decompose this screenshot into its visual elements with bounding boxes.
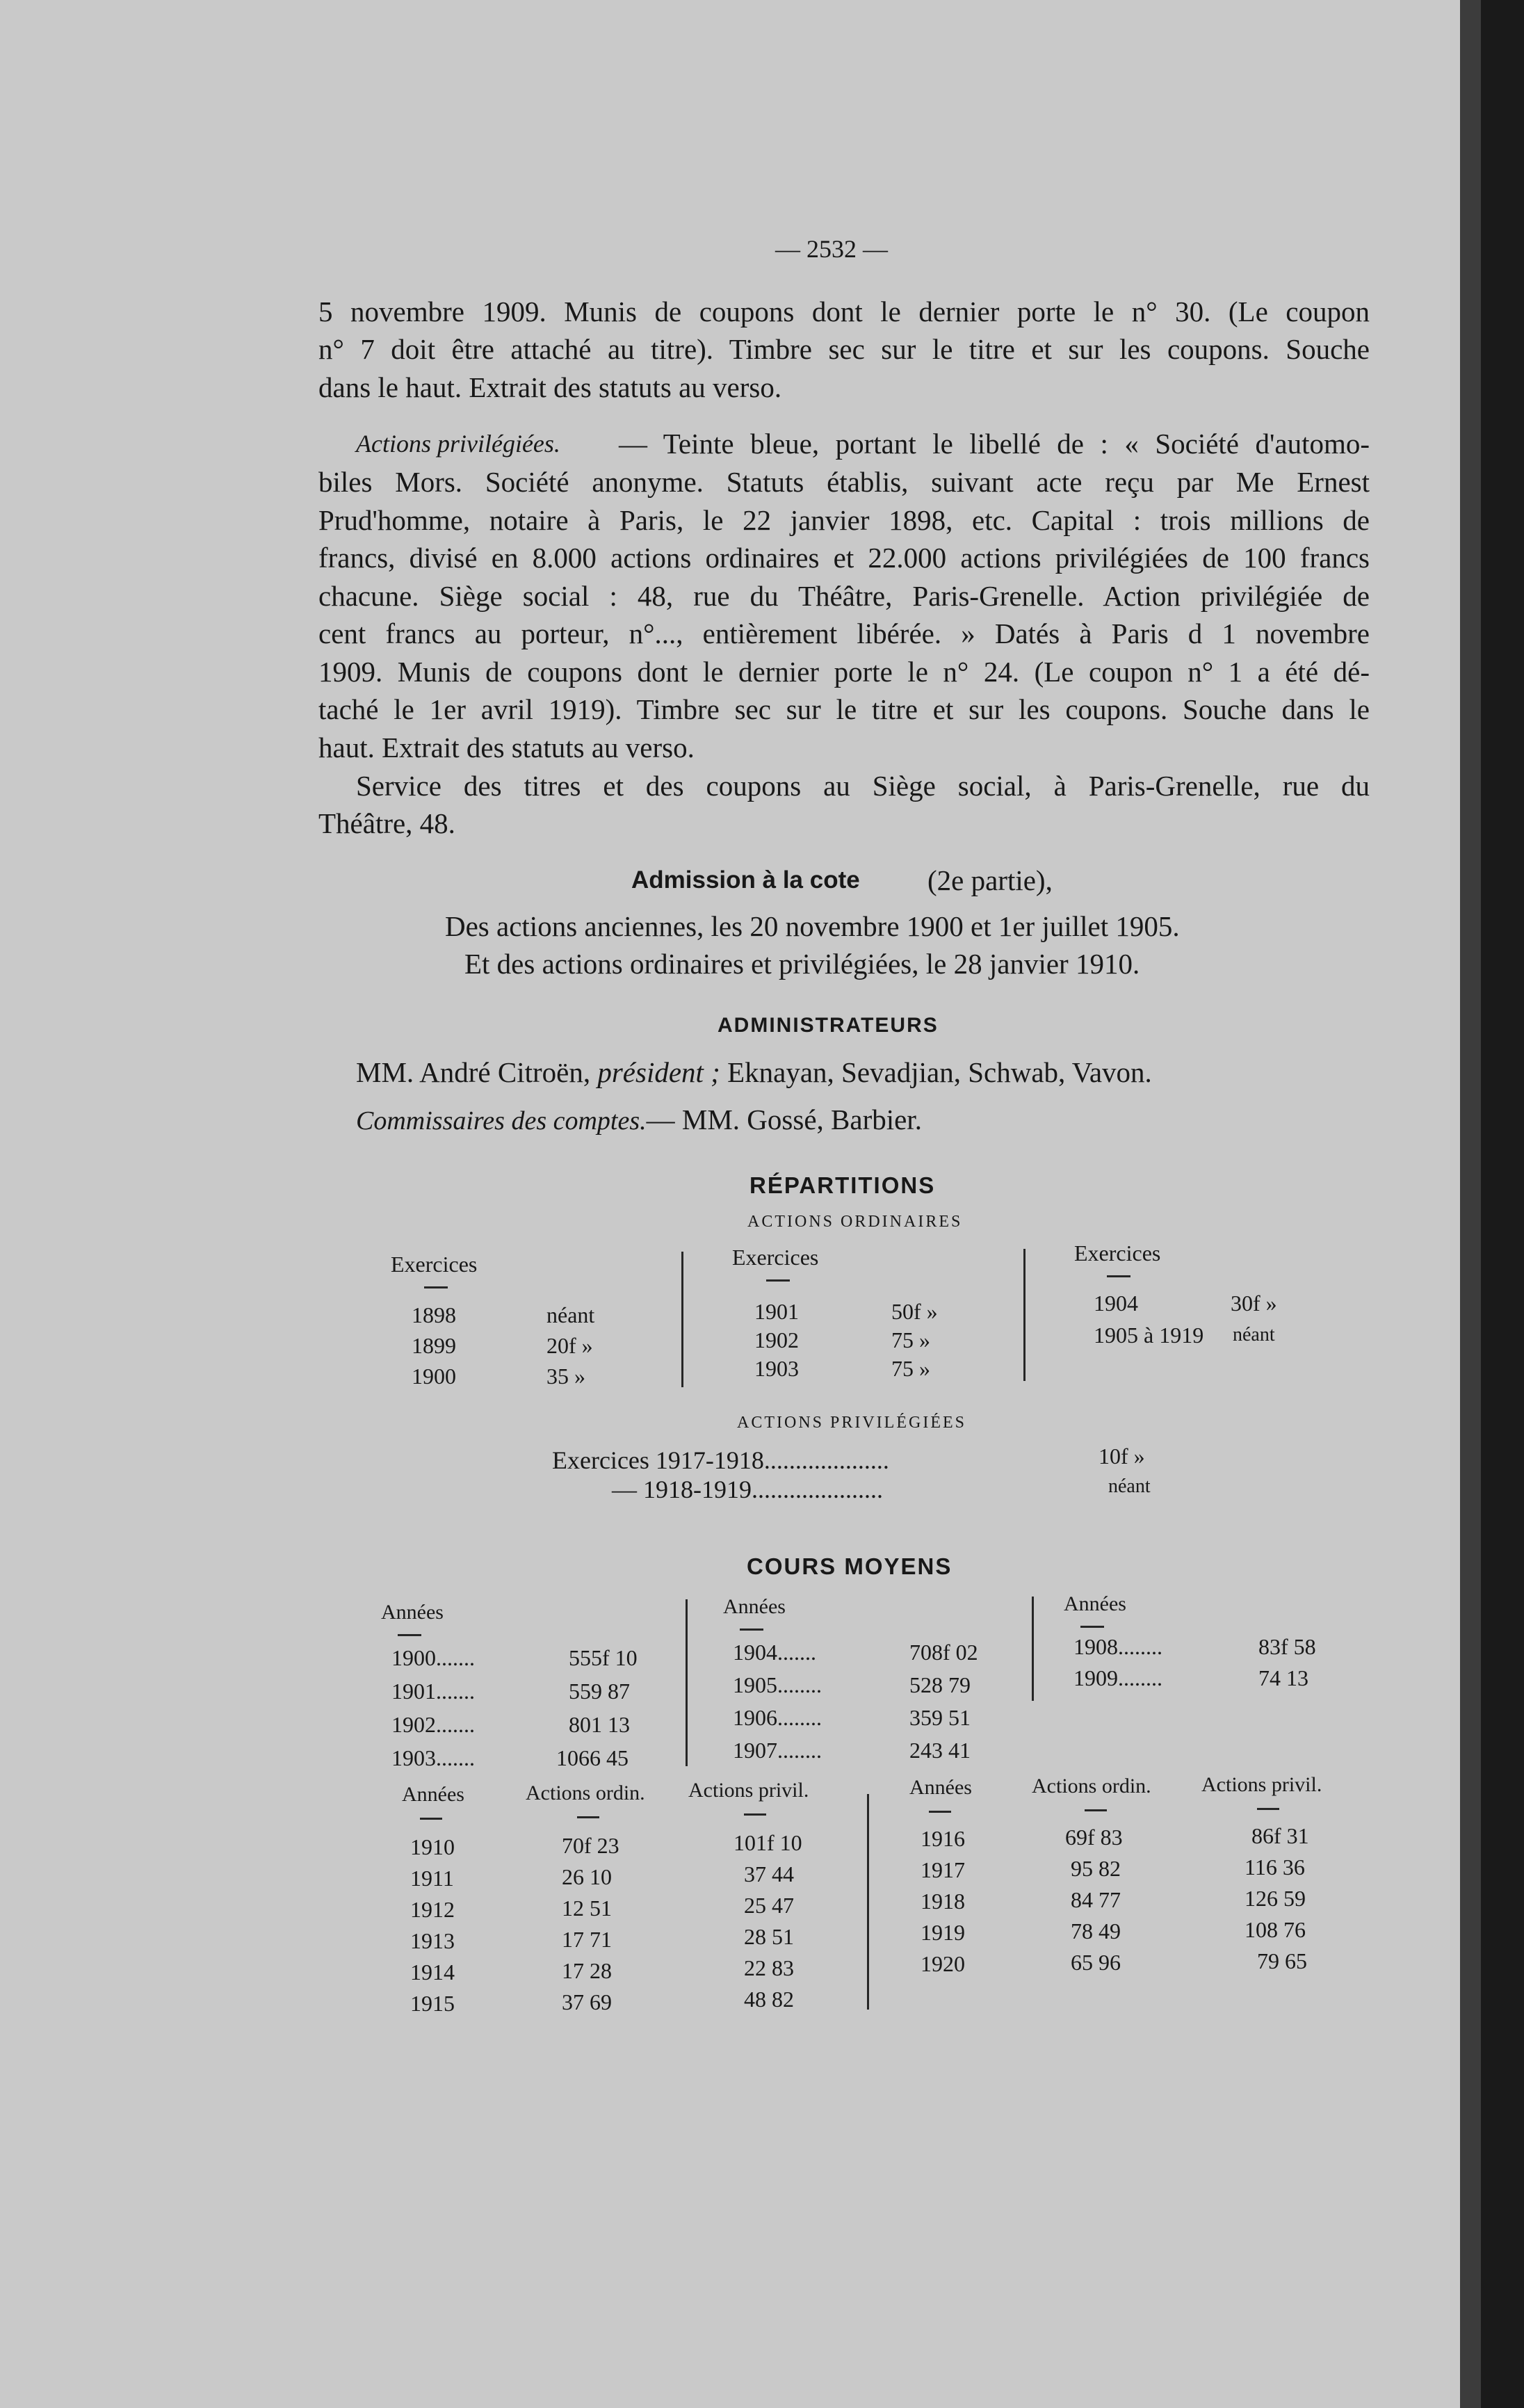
repart-col2-year: 1903 — [754, 1356, 799, 1381]
header-dash — [1107, 1275, 1130, 1277]
t2-left-year: 1915 — [410, 1991, 455, 2016]
t2-right-privil: 108 76 — [1245, 1917, 1306, 1942]
cours-col3-year: 1908........ — [1073, 1634, 1162, 1659]
cours-col2-year: 1907........ — [733, 1738, 822, 1763]
administrateurs-line-1: MM. André Citroën, président ; Eknayan, Sevadjian, Schwab, Vavon. — [356, 1056, 1152, 1088]
t2-left-year: 1913 — [410, 1928, 455, 1953]
para1-line-1: 5 novembre 1909. Munis de coupons dont le dernier porte le n° 30. (Le coupon — [318, 296, 1370, 328]
cours-col1-year: 1903....... — [391, 1745, 475, 1770]
repart-col3-value: néant — [1233, 1324, 1275, 1346]
cours-col1-year: 1900....... — [391, 1645, 475, 1670]
para2-line-6: cent francs au porteur, n°..., entièrement libérée. » Datés à Paris d 1 novembre — [318, 617, 1370, 649]
repart-col1-year: 1899 — [412, 1333, 456, 1358]
repart-col1-value: 35 » — [546, 1364, 585, 1389]
cours-col3-header: Années — [1064, 1592, 1126, 1615]
para2-line-8: taché le 1er avril 1919). Timbre sec sur le titre et sur les coupons. Souche dans le — [318, 693, 1370, 725]
cours-col1-value: 1066 45 — [556, 1745, 629, 1770]
header-dash — [766, 1279, 790, 1282]
t2-left-year: 1914 — [410, 1959, 455, 1985]
header-dash — [424, 1286, 448, 1288]
para2-line-4: francs, divisé en 8.000 actions ordinaires et 22.000 actions privilégiées de 100 francs — [318, 542, 1370, 574]
cours-col1-year: 1902....... — [391, 1712, 475, 1737]
t2-right-ordin: 78 49 — [1071, 1918, 1121, 1944]
repart-col1-value: 20f » — [546, 1333, 593, 1358]
t2-left-year: 1912 — [410, 1897, 455, 1922]
cours-col2-value: 528 79 — [909, 1672, 971, 1697]
repart-col3-year: 1905 à 1919 — [1094, 1323, 1204, 1348]
cours-col2-header: Années — [723, 1595, 786, 1618]
admission-title: Admission à la cote — [631, 866, 860, 894]
header-dash — [1085, 1809, 1107, 1811]
t2-right-privil: 116 36 — [1245, 1855, 1305, 1880]
repart-col3-value: 30f » — [1231, 1291, 1277, 1316]
admission-line-2: Et des actions ordinaires et privilégiées, le 28 janvier 1910. — [464, 948, 1140, 980]
repart-col1-header: Exercices — [391, 1252, 478, 1277]
commissaires-line: Commissaires des comptes.— MM. Gossé, Barbier. — [356, 1104, 922, 1136]
header-dash — [1257, 1808, 1279, 1810]
t2-left-ordin: 70f 23 — [562, 1833, 619, 1858]
cours-col1-year: 1901....... — [391, 1679, 475, 1704]
administrateurs-title: ADMINISTRATEURS — [718, 1014, 939, 1037]
t2-header-ordin-right: Actions ordin. — [1032, 1775, 1151, 1797]
book-edge-shadow — [1481, 0, 1524, 2408]
t2-left-privil: 37 44 — [744, 1861, 794, 1886]
para2-lead: Actions privilégiées. — [356, 430, 560, 458]
repart-col2-value: 50f » — [891, 1299, 938, 1324]
t2-left-year: 1911 — [410, 1866, 454, 1891]
header-dash — [420, 1818, 442, 1820]
actions-ordinaires-title: ACTIONS ORDINAIRES — [747, 1213, 963, 1231]
para2-line-2: biles Mors. Société anonyme. Statuts établis, suivant acte reçu par Me Ernest — [318, 466, 1370, 498]
cours-moyens-title: COURS MOYENS — [747, 1553, 952, 1579]
para2-line-3: Prud'homme, notaire à Paris, le 22 janvier 1898, etc. Capital : trois millions de — [318, 504, 1370, 536]
t2-right-ordin: 69f 83 — [1065, 1825, 1123, 1850]
cours-col1-header: Années — [381, 1601, 444, 1624]
para3-line-2: Théâtre, 48. — [318, 807, 455, 839]
cours-col2-year: 1905........ — [733, 1672, 822, 1697]
header-dash — [744, 1813, 766, 1816]
t2-right-ordin: 65 96 — [1071, 1950, 1121, 1975]
repart-col1-year: 1900 — [412, 1364, 456, 1389]
t2-left-ordin: 12 51 — [562, 1896, 612, 1921]
t2-right-privil: 126 59 — [1245, 1886, 1306, 1911]
header-dash — [740, 1629, 763, 1631]
t2-left-privil: 22 83 — [744, 1955, 794, 1980]
t2-left-privil: 28 51 — [744, 1924, 794, 1949]
t2-left-privil: 25 47 — [744, 1893, 794, 1918]
actions-privilegiees-title: ACTIONS PRIVILÉGIÉES — [737, 1414, 966, 1432]
repart-col2-value: 75 » — [891, 1327, 930, 1352]
t2-header-ordin-left: Actions ordin. — [526, 1781, 645, 1804]
t2-left-ordin: 26 10 — [562, 1864, 612, 1889]
t2-header-annees-right: Années — [909, 1776, 972, 1799]
header-dash — [929, 1811, 951, 1813]
cours-col2-year: 1904....... — [733, 1640, 816, 1665]
admission-title-suffix: (2e partie), — [927, 864, 1053, 896]
priv-row-2: — 1918-1919..................... — [612, 1476, 883, 1503]
repart-col2-header: Exercices — [732, 1245, 819, 1270]
para3-line-1: Service des titres et des coupons au Siège social, à Paris-Grenelle, rue du — [356, 770, 1370, 802]
t2-right-ordin: 95 82 — [1071, 1856, 1121, 1881]
t2-right-ordin: 84 77 — [1071, 1887, 1121, 1912]
cours-divider-2 — [1032, 1597, 1034, 1701]
para2-line-5: chacune. Siège social : 48, rue du Théâtre, Paris-Grenelle. Action privilégiée de — [318, 580, 1370, 612]
repart-col3-header: Exercices — [1074, 1241, 1161, 1266]
priv-row-1: Exercices 1917-1918.................... — [552, 1446, 889, 1474]
admission-line-1: Des actions anciennes, les 20 novembre 1900 et 1er juillet 1905. — [445, 910, 1180, 942]
cours-col2-year: 1906........ — [733, 1705, 822, 1730]
header-dash — [1080, 1626, 1104, 1628]
t2-right-year: 1917 — [921, 1857, 965, 1882]
t2-header-privil-right: Actions privil. — [1201, 1773, 1322, 1796]
t2-divider — [867, 1794, 869, 2010]
cours-col1-value: 555f 10 — [569, 1645, 638, 1670]
cours-col1-value: 801 13 — [569, 1712, 630, 1737]
cours-col2-value: 359 51 — [909, 1705, 971, 1730]
para1-line-2: n° 7 doit être attaché au titre). Timbre sec sur le titre et sur les coupons. Souche — [318, 333, 1370, 365]
t2-right-year: 1918 — [921, 1889, 965, 1914]
cours-col2-value: 708f 02 — [909, 1640, 978, 1665]
para2-line-1: — Teinte bleue, portant le libellé de : « Société d'automo- — [619, 428, 1370, 460]
t2-left-privil: 101f 10 — [733, 1830, 802, 1855]
cours-col2-value: 243 41 — [909, 1738, 971, 1763]
t2-header-privil-left: Actions privil. — [688, 1779, 809, 1802]
t2-left-ordin: 37 69 — [562, 1989, 612, 2014]
repart-col2-year: 1901 — [754, 1299, 799, 1324]
repart-col1-year: 1898 — [412, 1302, 456, 1327]
t2-right-year: 1916 — [921, 1826, 965, 1851]
header-dash — [577, 1816, 599, 1818]
t2-right-year: 1919 — [921, 1920, 965, 1945]
t2-left-ordin: 17 71 — [562, 1927, 612, 1952]
t2-header-annees-left: Années — [402, 1783, 464, 1806]
cours-col3-value: 74 13 — [1258, 1665, 1308, 1690]
t2-right-privil: 79 65 — [1257, 1948, 1307, 1973]
repart-col2-year: 1902 — [754, 1327, 799, 1352]
repart-col3-year: 1904 — [1094, 1291, 1138, 1316]
cours-col3-year: 1909........ — [1073, 1665, 1162, 1690]
repart-col1-value: néant — [546, 1302, 595, 1327]
para2-line-9: haut. Extrait des statuts au verso. — [318, 732, 695, 763]
para1-line-3: dans le haut. Extrait des statuts au verso. — [318, 371, 782, 403]
t2-left-ordin: 17 28 — [562, 1958, 612, 1983]
repart-divider-1 — [681, 1252, 683, 1387]
t2-right-year: 1920 — [921, 1951, 965, 1976]
page-number: — 2532 — — [775, 235, 888, 263]
priv-row-1-value: 10f » — [1099, 1444, 1145, 1469]
t2-left-year: 1910 — [410, 1834, 455, 1859]
para2-line-7: 1909. Munis de coupons dont le dernier porte le n° 24. (Le coupon n° 1 a été dé- — [318, 656, 1370, 688]
cours-divider-1 — [686, 1599, 688, 1766]
header-dash — [398, 1634, 421, 1636]
cours-col1-value: 559 87 — [569, 1679, 630, 1704]
t2-right-privil: 86f 31 — [1251, 1823, 1309, 1848]
repart-col2-value: 75 » — [891, 1356, 930, 1381]
repart-divider-2 — [1023, 1249, 1026, 1381]
repartitions-title: RÉPARTITIONS — [749, 1172, 936, 1198]
cours-col3-value: 83f 58 — [1258, 1634, 1316, 1659]
t2-left-privil: 48 82 — [744, 1987, 794, 2012]
priv-row-2-value: néant — [1108, 1476, 1151, 1497]
